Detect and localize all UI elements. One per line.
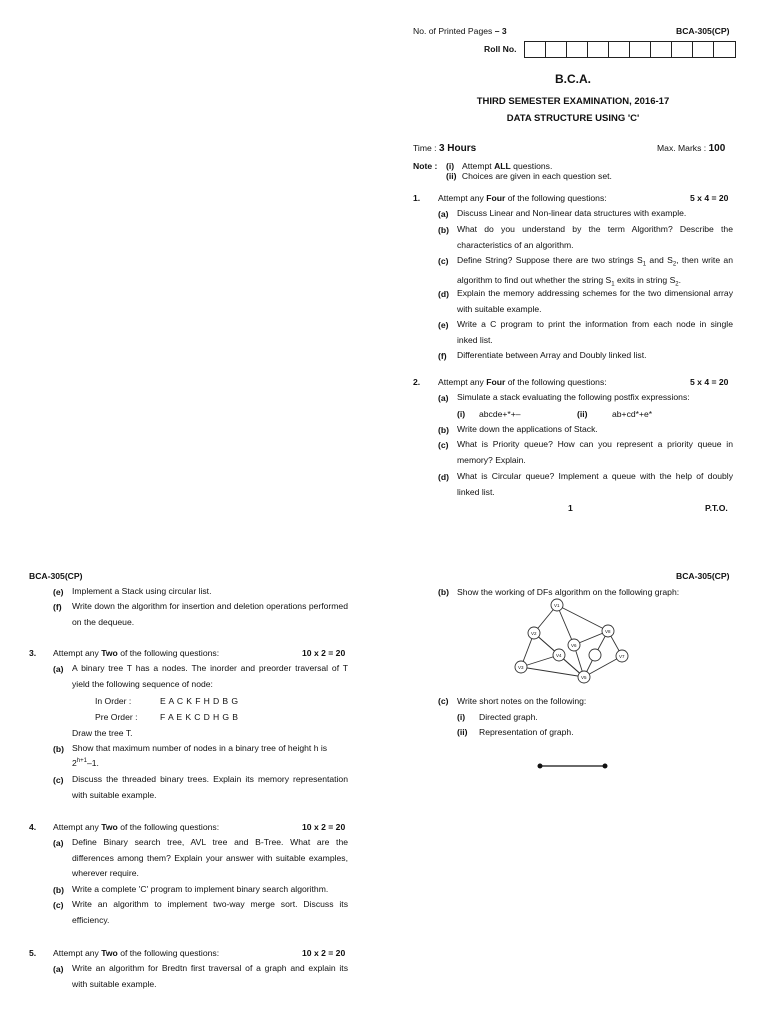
preorder-seq: F A E K C D H G B [160,712,239,722]
q5-marks: 10 x 2 = 20 [302,948,346,958]
q2e-text: Implement a Stack using circular list. [72,586,212,596]
paper-code: BCA-305(CP) [676,26,730,36]
q2e-label: (e) [53,587,64,597]
subject-title: DATA STRUCTURE USING 'C' [506,113,640,124]
q1c-text: Define String? Suppose there are two strings $S_1$ and $S_2$, then write an algorithm to find out whether the string $S_1$ exits in string $S_2$. [457,255,733,288]
q1a-label: (a) [438,209,449,219]
q4a-text: Define Binary search tree, AVL tree and B-Tree. What are the differences among them? Explain your answer with suitable examples, wherever require. [72,837,348,878]
q5a-label: (a) [53,964,64,974]
q3-heading: Attempt any Two of the following questions: [53,648,220,658]
q2c-text: What is Priority queue? How can you represent a priority queue in memory? Explain. [457,439,733,465]
q2b-label: (b) [438,425,449,435]
q1f-text: Differentiate between Array and Doubly linked list. [457,350,647,360]
exam-title: THIRD SEMESTER EXAMINATION, 2016-17 [476,96,670,107]
svg-text:V8: V8 [605,629,611,634]
q2a-text: Simulate a stack evaluating the following postfix expressions: [457,392,690,402]
q4b-label: (b) [53,885,64,895]
graph-node-extra [589,649,601,661]
q3b-text: Show that maximum number of nodes in a binary tree of height h is [72,743,328,753]
dfs-graph [505,595,635,685]
q1e-text: Write a C program to print the information from each node in single inked list. [457,319,733,345]
draw-tree: Draw the tree T. [72,728,133,738]
graph-node-v5 [578,671,590,683]
q3-marks: 10 x 2 = 20 [302,648,346,658]
q1a-text: Discuss Linear and Non-linear data structures with example. [457,208,687,218]
note-i: (i) Attempt ALL questions. [446,161,553,171]
q5c-text: Write short notes on the following: [457,696,587,706]
edge-v1-v6 [557,605,574,645]
graph-node-v1 [551,599,563,611]
page-number: 1 [568,503,573,513]
roll-number-row [484,41,736,58]
q2b-text: Write down the applications of Stack. [457,424,598,434]
q2a-label: (a) [438,393,449,403]
preorder-label: Pre Order : [95,712,138,722]
q4-marks: 10 x 2 = 20 [302,822,346,832]
graph-node-v7 [616,650,628,662]
pto: P.T.O. [705,503,728,513]
q2a-i-expr: abcde+*+– [479,409,521,419]
q5c-i-text: Directed graph. [479,712,538,722]
q1f-label: (f) [438,351,447,361]
q5c-label: (c) [438,696,449,706]
svg-text:V3: V3 [518,665,524,670]
q4c-label: (c) [53,900,64,910]
q3a-label: (a) [53,664,64,674]
q2f-text: Write down the algorithm for insertion and deletion operations performed on the dequeue. [72,601,348,627]
max-marks: Max. Marks : 100 [657,143,726,154]
q5-heading: Attempt any Two of the following questions: [53,948,220,958]
q5b-text: Show the working of DFs algorithm on the following graph: [457,587,680,597]
graph-node-v4 [553,649,565,661]
q4-heading: Attempt any Two of the following questions: [53,822,220,832]
q1d-label: (d) [438,289,449,299]
note-ii: (ii) Choices are given in each question set. [446,171,612,181]
q1b-label: (b) [438,225,449,235]
svg-text:V4: V4 [556,653,562,658]
q3c-label: (c) [53,775,64,785]
q2d-text: What is Circular queue? Implement a queue with the help of doubly linked list. [457,471,733,497]
q1e-label: (e) [438,320,449,330]
svg-text:V7: V7 [619,654,625,659]
inorder-seq: E A C K F H D B G [160,696,239,706]
graph-node-v2 [528,627,540,639]
q1-heading: Attempt any Four of the following questions: [438,193,607,203]
q1-marks: 5 x 4 = 20 [690,193,729,203]
q3a-text: A binary tree T has a nodes. The inorder and preorder traversal of T yield the following sequence of node: [72,663,348,689]
q5c-ii-text: Representation of graph. [479,727,574,737]
q5b-label: (b) [438,587,449,597]
end-rule [535,761,610,771]
q5c-ii-label: (ii) [457,727,468,737]
q2c-label: (c) [438,440,449,450]
q3-number: 3. [29,648,37,658]
inorder-label: In Order : [95,696,132,706]
q3c-text: Discuss the threaded binary trees. Explain its memory representation with suitable example. [72,774,348,800]
q2a-i-label: (i) [457,409,466,419]
graph-node-v3 [515,661,527,673]
q4a-label: (a) [53,838,64,848]
q2a-ii-label: (ii) [577,409,588,419]
svg-text:V5: V5 [581,675,587,680]
q4c-text: Write an algorithm to implement two-way merge sort. Discuss its efficiency. [72,899,348,925]
q4-number: 4. [29,822,37,832]
q1c-label: (c) [438,256,449,266]
q2d-label: (d) [438,472,449,482]
svg-text:V6: V6 [571,643,577,648]
svg-text:V1: V1 [554,603,560,608]
edge-v1-v8 [557,605,608,631]
paper-code-3: BCA-305(CP) [676,571,730,581]
q5c-i-label: (i) [457,712,466,722]
paper-code-2: BCA-305(CP) [29,571,83,581]
q2f-label: (f) [53,602,62,612]
printed-pages: No. of Printed Pages – 3 [413,26,507,36]
q2-heading: Attempt any Four of the following questions: [438,377,607,387]
note-label: Note : [413,161,438,171]
svg-text:V2: V2 [531,631,537,636]
q5a-text: Write an algorithm for Bredtn first traversal of a graph and explain its with suitable example. [72,963,348,989]
degree-title: B.C.A. [555,72,591,86]
q4b-text: Write a complete 'C' program to implement binary search algorithm. [72,884,329,894]
q3b-formula: $2^{h+1}-1$. [72,758,99,768]
time-info: Time : 3 Hours [413,143,477,154]
graph-node-v6 [568,639,580,651]
q1b-text: What do you understand by the term Algorithm? Describe the characteristics of an algorithm. [457,224,733,250]
q5-number: 5. [29,948,37,958]
graph-node-v8 [602,625,614,637]
roll-number-boxes [524,41,736,58]
q2-marks: 5 x 4 = 20 [690,377,729,387]
roll-label: Roll No. [484,43,517,54]
q1-number: 1. [413,193,421,203]
q2-number: 2. [413,377,421,387]
q3b-label: (b) [53,744,64,754]
q2a-ii-expr: ab+cd*+e* [612,409,653,419]
q1d-text: Explain the memory addressing schemes for the two dimensional array with suitable example. [457,288,733,314]
